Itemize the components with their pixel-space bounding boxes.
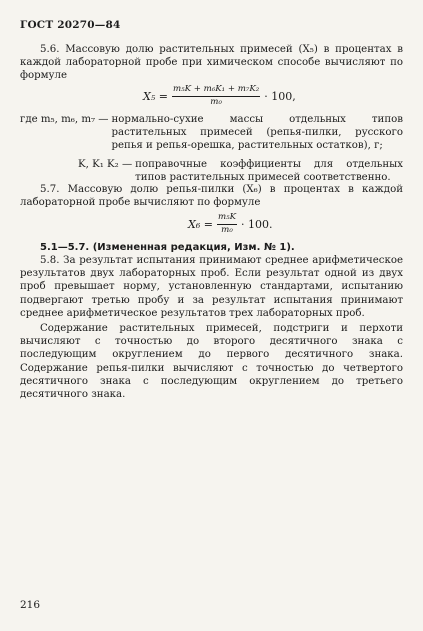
formula-x5-fraction: [172, 85, 260, 107]
formula-x5-numerator: m₅K + m₆K₁ + m₇K₂: [172, 85, 260, 97]
definition-masses-symbols: где m₅, m₆, m₇ —: [20, 114, 109, 125]
formula-x6-fraction: [217, 213, 237, 235]
amendment-note: 5.1—5.7. (Измененная редакция, Изм. № 1).: [40, 242, 295, 253]
paragraph-5-6: 5.6. Массовую долю растительных примесей (X₅) в процентах в каждой лабораторной пробе при химическом способе вычисляют по формуле: [20, 44, 403, 82]
formula-x6-denominator: m₀: [221, 224, 233, 235]
formula-x6-lhs: X₆ =: [188, 217, 213, 231]
definition-coefficients-symbols: K, K₁ K₂ —: [78, 159, 133, 170]
paragraph-5-7: 5.7. Массовую долю репья-пилки (X₆) в процентах в каждой лабораторной пробе вычисляют по формуле: [20, 184, 403, 209]
formula-x5-lhs: X₅ =: [143, 89, 168, 103]
definition-coefficients-text: поправочные коэффициенты для отдельных типов растительных примесей соответственно.: [135, 159, 403, 184]
formula-x6: [188, 213, 272, 235]
page-header: ГОСТ 20270—84: [20, 19, 121, 31]
formula-x6-tail: · 100.: [240, 217, 273, 231]
page-number: 216: [20, 599, 41, 611]
formula-x5: [143, 85, 296, 107]
paragraph-5-8: 5.8. За результат испытания принимают среднее арифметическое результатов двух лабораторных проб. Если результат одной из двух проб превышает норму, установленную стандартами, испытанию подвергают третью пробу и за результат испытания принимают среднее арифметическое результатов трех лабораторных проб.: [20, 255, 403, 319]
definition-masses-text: нормально-сухие массы отдельных типов растительных примесей (репья-пилки, русского репья и репья-орешка, растительных остатков), г;: [111, 114, 403, 152]
definition-coefficients: [20, 158, 403, 184]
formula-x6-numerator: m₅K: [217, 213, 237, 225]
formula-x5-denominator: m₀: [210, 96, 222, 107]
formula-x5-tail: · 100,: [264, 89, 296, 103]
definition-masses: [20, 113, 403, 153]
paragraph-precision: Содержание растительных примесей, подстриги и перхоти вычисляют с точностью до второго десятичного знака с последующим округлением до первого десятичного знака. Содержание репья-пилки вычисляют с точностью до четвертого десятичного знака с последующим округлением до третьего десятичного знака.: [20, 323, 403, 401]
